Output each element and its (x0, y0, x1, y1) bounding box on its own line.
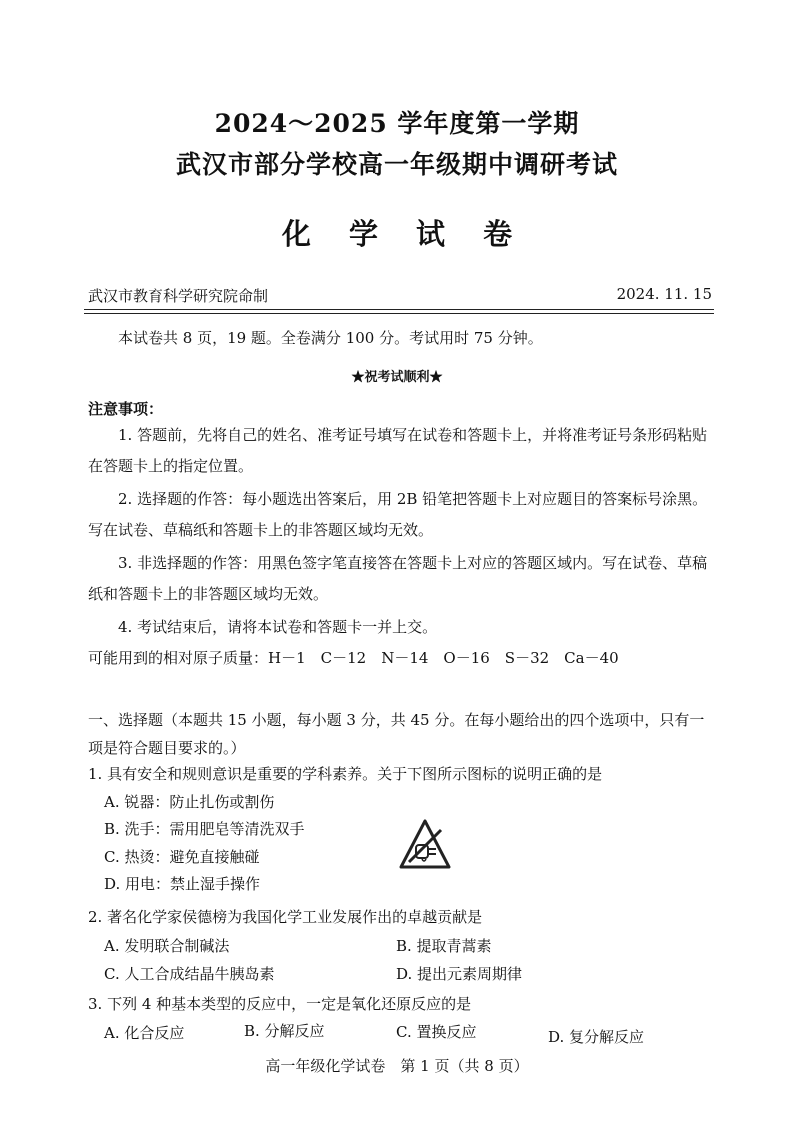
question-1-stem: 1. 具有安全和规则意识是重要的学科素养。关于下图所示图标的说明正确的是 (88, 765, 603, 783)
question-1-option-b: B. 洗手：需用肥皂等清洗双手 (104, 820, 305, 838)
section-heading: 一、选择题（本题共 15 小题，每小题 3 分，共 45 分。在每小题给出的四个选项中，只有一项是符合题目要求的。） (88, 711, 705, 757)
header-rule-thin (84, 313, 714, 314)
question-2-option-a: A. 发明联合制碱法 (104, 937, 230, 955)
notice-heading: 注意事项： (88, 400, 164, 418)
question-3-option-a: A. 化合反应 (104, 1024, 185, 1042)
question-1-option-c: C. 热烫：避免直接触碰 (104, 848, 260, 866)
notice-item: 1. 答题前，先将自己的姓名、准考证号填写在试卷和答题卡上，并将准考证号条形码粘贴在答题卡上的指定位置。 (88, 426, 708, 475)
header-rule-thick (84, 309, 714, 310)
question-2-stem: 2. 著名化学家侯德榜为我国化学工业发展作出的卓越贡献是 (88, 908, 483, 926)
question-1-option-a: A. 锐器：防止扎伤或割伤 (104, 793, 275, 811)
question-3-option-b: B. 分解反应 (244, 1022, 325, 1040)
question-2-option-c: C. 人工合成结晶牛胰岛素 (104, 965, 275, 983)
question-3-option-c: C. 置换反应 (396, 1023, 477, 1041)
exam-intro: 本试卷共 8 页，19 题。全卷满分 100 分。考试用时 75 分钟。 (118, 329, 543, 347)
question-2-option-d: D. 提出元素周期律 (396, 965, 523, 983)
page-footer: 高一年级化学试卷 第 1 页（共 8 页） (265, 1057, 529, 1075)
exam-name-title: 武汉市部分学校高一年级期中调研考试 (175, 150, 618, 179)
question-3-stem: 3. 下列 4 种基本类型的反应中，一定是氧化还原反应的是 (88, 995, 472, 1013)
question-1-option-d: D. 用电：禁止湿手操作 (104, 875, 261, 893)
notice-item: 2. 选择题的作答：每小题选出答案后，用 2B 铅笔把答题卡上对应题目的答案标号涂黑。写在试卷、草稿纸和答题卡上的非答题区域均无效。 (88, 490, 708, 539)
subject-title: 化 学 试 卷 (281, 217, 527, 251)
good-luck-banner: ★祝考试顺利★ (351, 370, 443, 385)
question-2-option-b: B. 提取青蒿素 (396, 937, 492, 955)
notice-item: 4. 考试结束后，请将本试卷和答题卡一并上交。 (118, 618, 438, 636)
notice-item: 3. 非选择题的作答：用黑色签字笔直接答在答题卡上对应的答题区域内。写在试卷、草稿纸和答题卡上的非答题区域均无效。 (88, 554, 708, 603)
issuer-label: 武汉市教育科学研究院命制 (88, 287, 269, 305)
question-3-option-d: D. 复分解反应 (548, 1028, 645, 1046)
exam-term-title: 2024～2025 学年度第一学期 (214, 109, 580, 138)
no-wet-hands-electric-icon (398, 818, 452, 872)
atomic-masses: 可能用到的相对原子质量：H－1 C－12 N－14 O－16 S－32 Ca－40 (88, 649, 619, 667)
exam-date: 2024. 11. 15 (616, 285, 712, 303)
